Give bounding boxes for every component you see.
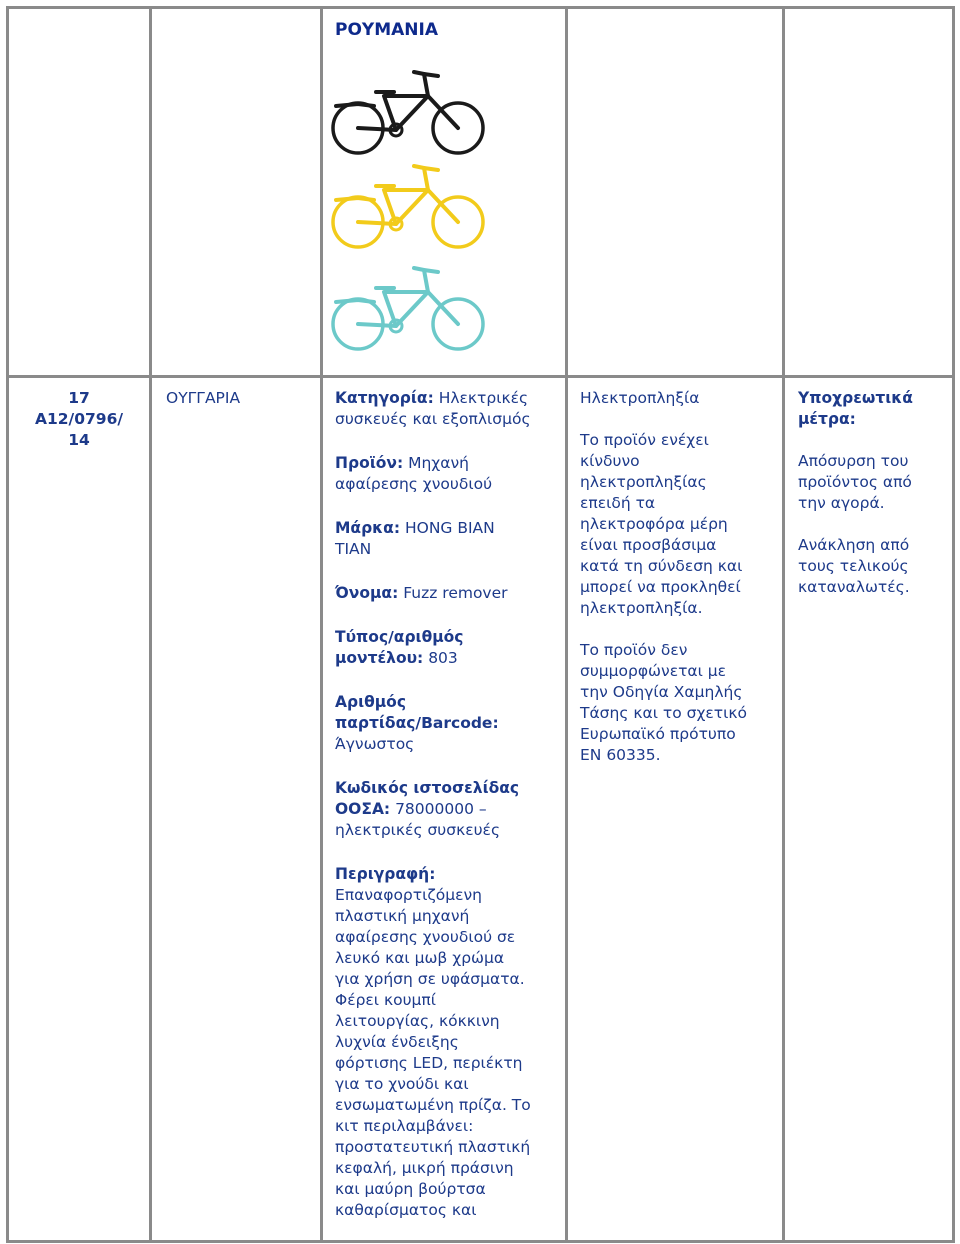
product-value-l1: Μηχανή — [403, 454, 469, 472]
risk-line: ηλεκτροφόρα μέρη — [580, 515, 728, 533]
product-value-l2: αφαίρεσης χνουδιού — [335, 475, 493, 493]
risk-line: Ευρωπαϊκό πρότυπο — [580, 725, 736, 743]
description-line: ενσωματωμένη πρίζα. Το — [335, 1096, 531, 1114]
description-line: καθαρίσματος και — [335, 1201, 477, 1219]
model-value: 803 — [423, 649, 458, 667]
measure-line: Απόσυρση του — [798, 452, 909, 470]
model-label-l2: μοντέλου: — [335, 649, 424, 667]
table-row-divider — [6, 375, 955, 378]
batch-label-l2: παρτίδας/Barcode: — [335, 714, 499, 732]
description-line: κιτ περιλαμβάνει: — [335, 1117, 474, 1135]
description-line: πλαστική μηχανή — [335, 907, 470, 925]
table-border-bottom — [6, 1240, 955, 1243]
description-line: αφαίρεσης χνουδιού σε — [335, 928, 516, 946]
measure-line: την αγορά. — [798, 494, 885, 512]
entry-number: 17 — [68, 389, 90, 407]
risk-description — [580, 430, 780, 619]
table-border-left — [6, 6, 9, 1242]
risk-line: μπορεί να προκληθεί — [580, 578, 741, 596]
oecd-value-l2: 78000000 – — [390, 800, 487, 818]
risk-line: EN 60335. — [580, 746, 661, 764]
bicycle-image-yellow — [328, 160, 488, 252]
category-value-l2: συσκευές και εξοπλισμός — [335, 410, 531, 428]
country-heading: ΡΟΥΜΑΝΙΑ — [335, 20, 439, 40]
table-border-right — [952, 6, 955, 1242]
measures-label-l2: μέτρα: — [798, 410, 856, 428]
model-label-l1: Τύπος/αριθμός — [335, 628, 464, 646]
risk-line: κατά τη σύνδεση και — [580, 557, 743, 575]
category-value-l1: Ηλεκτρικές — [433, 389, 529, 407]
batch-value: Άγνωστος — [335, 735, 415, 753]
table-border-col4 — [782, 6, 785, 1242]
brand-value-l2: TIAN — [335, 540, 372, 558]
risk-line: Τάσης και το σχετικό — [580, 704, 747, 722]
risk-compliance — [580, 640, 780, 766]
description-line: για το χνούδι και — [335, 1075, 469, 1093]
risk-line: συμμορφώνεται με — [580, 662, 727, 680]
table-border-col1 — [149, 6, 152, 1242]
oecd-label-l2: ΟΟΣΑ: — [335, 800, 391, 818]
description-line: για χρήση σε υφάσματα. — [335, 970, 525, 988]
risk-type: Ηλεκτροπληξία — [580, 389, 700, 407]
risk-line: την Οδηγία Χαμηλής — [580, 683, 743, 701]
product-label: Προϊόν: — [335, 454, 404, 472]
notifying-country: ΟΥΓΓΑΡΙΑ — [166, 389, 241, 407]
measure-line: καταναλωτές. — [798, 578, 910, 596]
batch-label-l1: Αριθμός — [335, 693, 407, 711]
measure-line: Ανάκληση από — [798, 536, 910, 554]
oecd-label-l1: Κωδικός ιστοσελίδας — [335, 779, 520, 797]
table-border-col2 — [320, 6, 323, 1242]
description-line: και μαύρη βούρτσα — [335, 1180, 486, 1198]
description-label: Περιγραφή: — [335, 865, 436, 883]
measures-details — [798, 388, 950, 598]
risk-details — [580, 388, 780, 766]
risk-line: ηλεκτροπληξίας — [580, 473, 707, 491]
name-label: Όνομα: — [335, 584, 399, 602]
measure-line: τους τελικούς — [798, 557, 909, 575]
description-text — [335, 885, 563, 1221]
risk-line: Το προϊόν δεν — [580, 641, 688, 659]
name-value: Fuzz remover — [398, 584, 508, 602]
brand-value-l1: HONG BIAN — [400, 519, 495, 537]
bicycle-image-black — [328, 66, 488, 158]
category-label: Κατηγορία: — [335, 389, 434, 407]
description-line: κεφαλή, μικρή πράσινη — [335, 1159, 514, 1177]
description-line: λευκό και μωβ χρώμα — [335, 949, 505, 967]
description-line: Επαναφορτιζόμενη — [335, 886, 482, 904]
entry-reference-line2: 14 — [68, 431, 90, 449]
measures-label-l1: Υποχρεωτικά — [798, 389, 913, 407]
description-line: λειτουργίας, κόκκινη — [335, 1012, 500, 1030]
description-line: προστατευτική πλαστική — [335, 1138, 531, 1156]
description-line: Φέρει κουμπί — [335, 991, 436, 1009]
product-details — [335, 388, 563, 1221]
table-border-col3 — [565, 6, 568, 1242]
bicycle-image-turquoise — [328, 262, 488, 354]
description-line: φόρτισης LED, περιέκτη — [335, 1054, 523, 1072]
table-border-top — [6, 6, 955, 9]
oecd-value-l3: ηλεκτρικές συσκευές — [335, 821, 501, 839]
entry-reference — [9, 388, 149, 451]
measure-line: προϊόντος από — [798, 473, 912, 491]
risk-line: κίνδυνο — [580, 452, 640, 470]
risk-line: επειδή τα — [580, 494, 656, 512]
risk-line: Το προϊόν ενέχει — [580, 431, 709, 449]
brand-label: Μάρκα: — [335, 519, 401, 537]
risk-line: ηλεκτροπληξία. — [580, 599, 703, 617]
entry-reference-line1: A12/0796/ — [34, 410, 124, 428]
description-line: λυχνία ένδειξης — [335, 1033, 459, 1051]
risk-line: είναι προσβάσιμα — [580, 536, 717, 554]
